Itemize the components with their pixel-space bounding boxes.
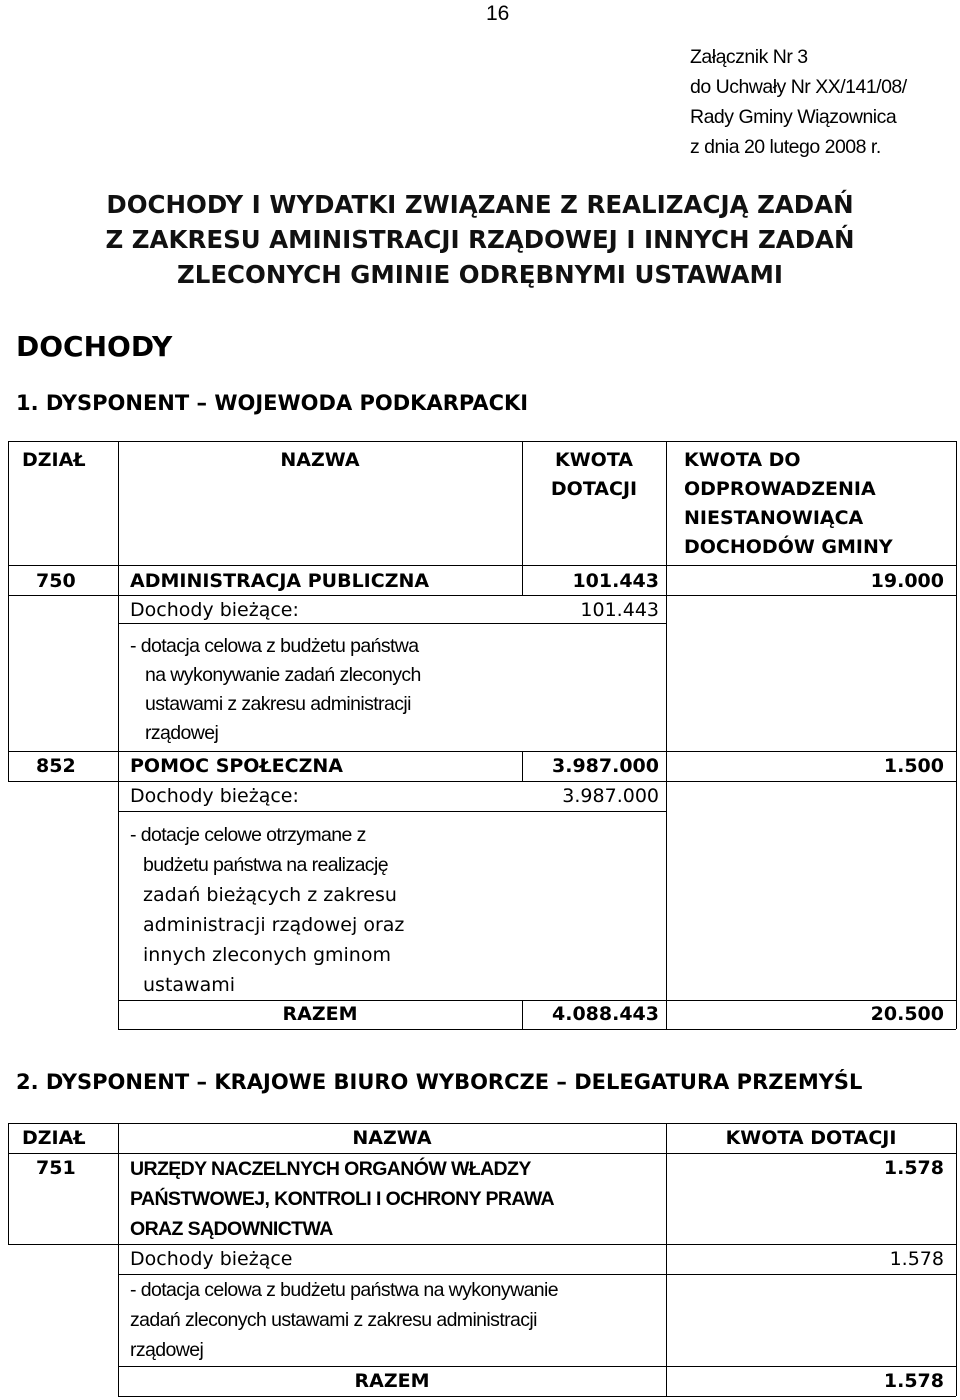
razem-kwota: 4.088.443 [552,1003,659,1025]
table-row-nazwa: ADMINISTRACJA PUBLICZNA [130,570,430,592]
row-description: - dotacja celowa z budżetu państwa na wykonywanie zadań zleconych ustawami z zakresu administracji rządowej [130,1279,559,1361]
header-dzial: DZIAŁ [22,1127,86,1149]
table-row-kwota: 101.443 [572,570,659,592]
annex-line: Rady Gminy Wiązownica [690,106,897,128]
page-number: 16 [486,2,510,25]
table-row-kwota-do: 1.500 [883,755,944,777]
dochody-biezace-kwota: 1.578 [889,1248,944,1270]
table-row-kwota-do: 19.000 [870,570,944,592]
dochody-biezace-label: Dochody bieżące: [130,599,299,621]
dochody-biezace-label: Dochody bieżące: [130,785,299,807]
section2-heading: 2. DYSPONENT – KRAJOWE BIURO WYBORCZE – DELEGATURA PRZEMYŚL [16,1070,863,1094]
table-row-nazwa: POMOC SPOŁECZNA [130,755,343,777]
dochody-biezace-kwota: 101.443 [580,599,659,621]
table-row-kwota: 3.987.000 [552,755,659,777]
title-line: Z ZAKRESU AMINISTRACJI RZĄDOWEJ I INNYCH ZADAŃ [105,225,855,254]
table-row-nazwa: URZĘDY NACZELNYCH ORGANÓW WŁADZY PAŃSTWOWEJ, KONTROLI I OCHRONY PRAWA ORAZ SĄDOWNICTWA [130,1158,555,1240]
dochody-biezace-kwota: 3.987.000 [562,785,659,807]
razem-kwota-do: 20.500 [870,1003,944,1025]
annex-note [690,42,907,162]
title-line: ZLECONYCH GMINIE ODRĘBNYMI USTAWAMI [176,260,784,289]
header-kwota-do-odprowadzenia: KWOTA DO ODPROWADZENIA NIESTANOWIĄCA DOCHODÓW GMINY [684,449,893,558]
section1-heading: 1. DYSPONENT – WOJEWODA PODKARPACKI [16,391,529,415]
document-title [0,187,960,292]
razem-kwota: 1.578 [883,1370,944,1392]
header-kwota-dotacji: KWOTA DOTACJI [550,449,638,500]
table-row-kwota: 1.578 [883,1157,944,1179]
dochody-biezace-label: Dochody bieżące [130,1248,293,1270]
table-row-dzial: 751 [36,1157,76,1179]
annex-line: z dnia 20 lutego 2008 r. [690,136,881,158]
title-line: DOCHODY I WYDATKI ZWIĄZANE Z REALIZACJĄ ZADAŃ [106,190,854,219]
header-nazwa: NAZWA [280,449,360,471]
header-nazwa: NAZWA [352,1127,432,1149]
row-description: - dotacja celowa z budżetu państwa na wykonywanie zadań zleconych ustawami z zakresu administracji rządowej [130,635,421,744]
header-dzial: DZIAŁ [22,449,86,471]
header-kwota-dotacji: KWOTA DOTACJI [725,1127,897,1149]
table-row-dzial: 750 [36,570,76,592]
razem-label: RAZEM [282,1003,358,1025]
razem-label: RAZEM [354,1370,430,1392]
dochody-heading: DOCHODY [16,330,173,363]
table-row-dzial: 852 [36,755,76,777]
row-description: - dotacje celowe otrzymane z budżetu państwa na realizację zadań bieżących z zakresu administracji rządowej oraz innych zleconych gminom ustawami [130,824,405,996]
annex-line: Załącznik Nr 3 [690,46,808,68]
annex-line: do Uchwały Nr XX/141/08/ [690,76,907,98]
